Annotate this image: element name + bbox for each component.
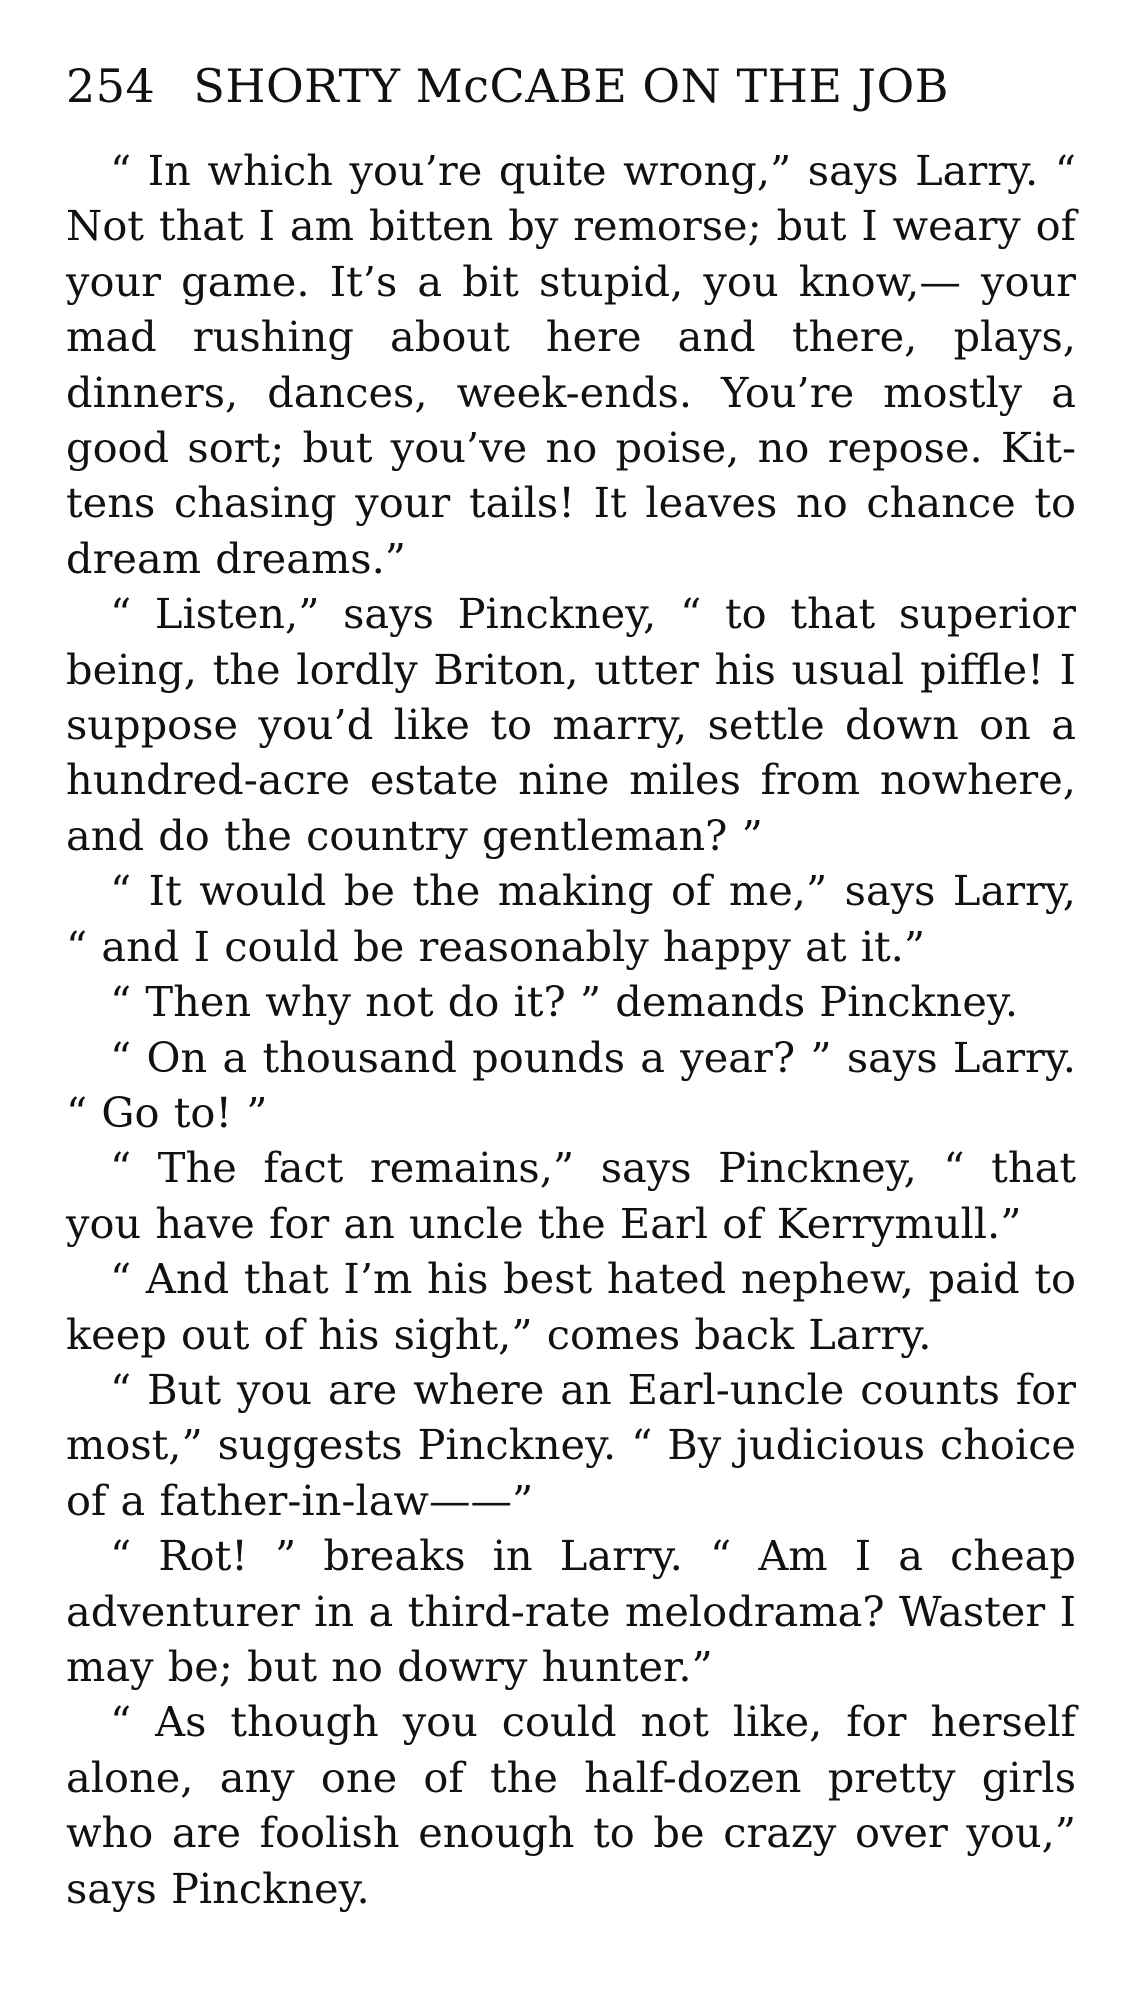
body-text	[66, 143, 1076, 1916]
paragraph: “ But you are where an Earl-uncle counts for most,” suggests Pinckney. “ By judicious choice of a father-in-law——”	[66, 1364, 1076, 1525]
paragraph: “ On a thousand pounds a year? ” says Larry. “ Go to! ”	[66, 1032, 1076, 1137]
paragraph: “ Rot! ” breaks in Larry. “ Am I a cheap adventurer in a third-rate melodrama? Waster I may be; but no dowry hunter.”	[66, 1531, 1076, 1691]
paragraph: “ As though you could not like, for herself alone, any one of the half-dozen pretty girls who are foolish enough to be crazy over you,” says Pinckney.	[66, 1697, 1076, 1913]
page-number: 254	[66, 59, 156, 113]
paragraph: “ And that I’m his best hated nephew, paid to keep out of his sight,” comes back Larry.	[66, 1254, 1076, 1359]
paragraph: “ It would be the making of me,” says Larry, “ and I could be reasonably happy at it.”	[66, 866, 1076, 971]
paragraph: “ Listen,” says Pinckney, “ to that superior being, the lordly Briton, utter his usual piffle! I suppose you’d like to marry, settle down on a hundred-acre estate nine miles from nowhere, and do the country gentleman? ”	[66, 589, 1076, 860]
paragraph: “ The fact remains,” says Pinckney, “ that you have for an uncle the Earl of Kerrymull.”	[66, 1143, 1076, 1248]
running-title: SHORTY McCABE ON THE JOB	[193, 59, 949, 113]
paragraph: “ Then why not do it? ” demands Pinckney.	[110, 977, 1019, 1027]
running-header	[66, 56, 1076, 116]
paragraph: “ In which you’re quite wrong,” says Larry. “ Not that I am bitten by remorse; but I weary of your game. It’s a bit stupid, you know,— your mad rushing about here and there, plays, dinners, dances, week-ends. You’re mostly a good sort; but you’ve no poise, no repose. Kit-tens chasing your tails! It leaves no chance to dream dreams.”	[66, 146, 1076, 583]
